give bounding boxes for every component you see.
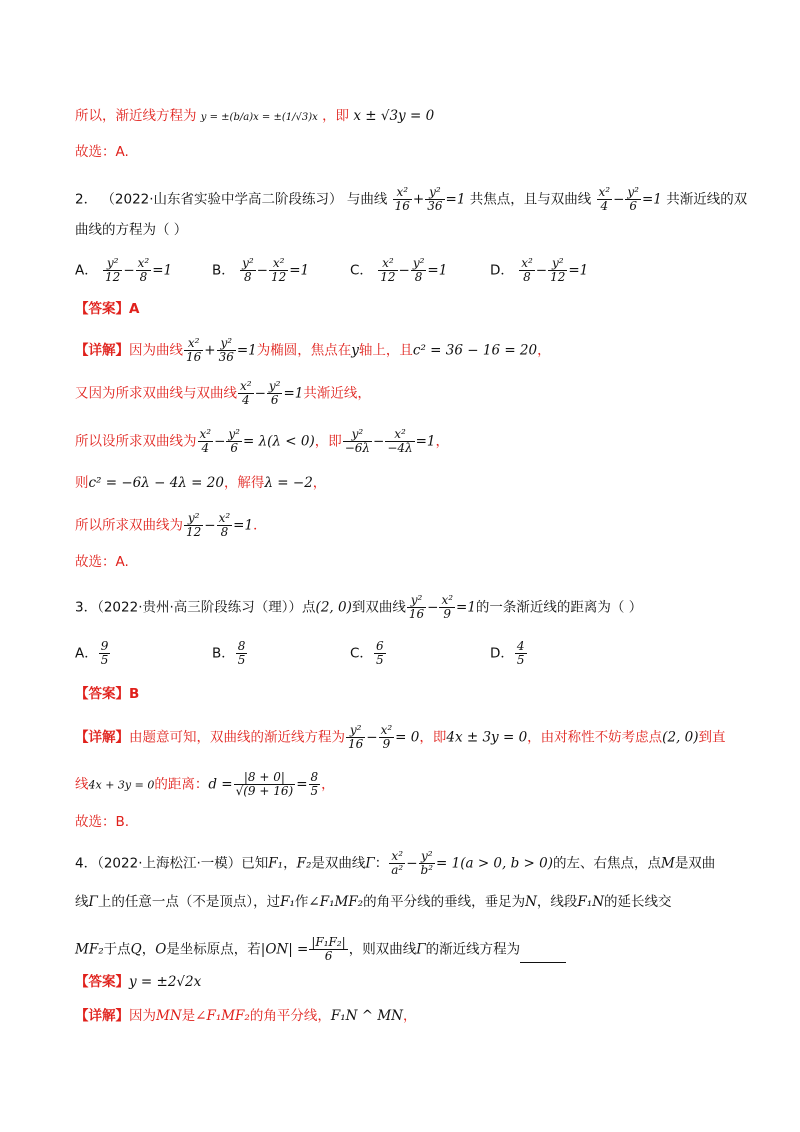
text: 为椭圆，焦点在	[256, 342, 352, 359]
text: 到双曲线	[351, 599, 406, 616]
answer-tag: 【答案】	[75, 686, 129, 702]
math: =	[296, 776, 308, 793]
q2-detail-line5: 所以所求双曲线为 $\frac{\text{y²}}{12}$ − $\frac{\text{x²}}{8}$ =1．	[75, 511, 267, 539]
text: 的角平分线的垂线，垂足为	[363, 894, 526, 910]
text: 是双曲线	[311, 855, 366, 872]
q4-stem-line1: 4．（2022·上海松江·一模）已知F₁，F₂是双曲线Γ： $\frac{\text{x²}}{\text{a²}}$ − $\frac{\text{y²}}{\text{b²}}$ = 1(a > 0, b > 0)的左、右焦点，点M是双曲	[75, 849, 716, 877]
text: ，即	[314, 433, 342, 450]
option-label: A．	[75, 262, 98, 279]
math: Q	[130, 941, 142, 958]
q4-answer	[75, 972, 740, 992]
q4-stem-line3	[75, 936, 740, 963]
math: Γ	[416, 941, 426, 958]
detail-tag: 【详解】	[75, 342, 129, 359]
text: 与曲线	[346, 191, 388, 208]
text: ，由对称性不妨考虑点	[527, 729, 663, 746]
text: ，	[312, 475, 327, 491]
math: |ON| =	[260, 941, 309, 958]
den: 5	[237, 653, 246, 667]
q2-option-c[interactable]: C． $\frac{\text{x²}}{12}$ − $\frac{\text{y²}}{8}$ =1	[350, 256, 448, 284]
text: ，	[537, 342, 551, 359]
text: 共渐近线的双	[666, 191, 748, 208]
fraction: $\frac{\text{x²}}{16}$	[394, 185, 410, 213]
top-choose-line: 故选：A.	[75, 144, 129, 160]
den: √(9 + 16)	[235, 784, 294, 798]
text: 由题意可知，双曲线的渐近线方程为	[129, 729, 345, 746]
q4-number: 4．	[75, 855, 98, 872]
q3-stem: 3．（2022·贵州·高三阶段练习（理））点(2, 0)到双曲线 $\frac{\text{y²}}{16}$ − $\frac{\text{x²}}{9}$ =1的一条渐近线的距离为（ ）	[75, 593, 643, 621]
q2-detail-line1: 【详解】因为曲线 $\frac{\text{x²}}{16}$ + $\frac{\text{y²}}{36}$ =1为椭圆，焦点在y轴上，且c² = 36 − 16 = 20，	[75, 336, 551, 364]
q3-choose: 故选：B.	[75, 814, 130, 830]
text: ，即	[419, 729, 447, 746]
math: = 1(a > 0, b > 0)	[436, 855, 553, 872]
detail-tag: 【详解】	[75, 729, 129, 746]
q3-detail-line2: 线4x + 3y = 0的距离：d = $\frac{|8 + 0|}{√(9 + 16)}$ = $\frac{8}{5}$ ，	[75, 770, 335, 798]
q2-answer	[75, 299, 740, 319]
asymptote-result: x ± √3y = 0	[353, 108, 435, 124]
q2-choose: 故选：A.	[75, 554, 129, 570]
text: 因为曲线	[129, 342, 183, 359]
math: F₂	[296, 855, 312, 872]
q3-source: （2022·贵州·高三阶段练习（理））	[97, 599, 303, 616]
math: ∠F₁MF₂	[195, 1008, 250, 1024]
num: 8	[237, 639, 246, 653]
answer-tag: 【答案】	[75, 974, 129, 990]
text: 是	[181, 1008, 196, 1024]
text: 共焦点，且与双曲线	[469, 191, 592, 208]
math: = λ(λ < 0)	[242, 433, 315, 450]
option-label: D．	[490, 645, 514, 662]
math: 4x ± 3y = 0	[446, 729, 528, 746]
math: F₁N ^ MN	[330, 1008, 403, 1024]
text: 是坐标原点，若	[166, 941, 261, 958]
q3-options	[75, 640, 740, 670]
den: 5	[100, 653, 109, 667]
text: 因为	[129, 1008, 156, 1024]
math: d =	[208, 776, 233, 793]
text: 轴上，且	[358, 342, 413, 359]
fraction: $\frac{\text{y²}}{6}$	[627, 185, 639, 213]
detail-tag: 【详解】	[75, 1008, 129, 1024]
option-label: C．	[350, 645, 373, 662]
math: ∠F₁MF₂	[308, 894, 364, 910]
q2-options	[75, 257, 740, 283]
q2-stem-line1: 2． （2022·山东省实验中学高二阶段练习） 与曲线 $\frac{\text{x²}}{16}$ + $\frac{\text{y²}}{36}$ =1 共焦点，且与双曲线 $\frac{\text{x²}}{4}$ − $\frac{\text{y²}}{6}$ =1 共渐近线的双	[75, 185, 748, 213]
answer-blank[interactable]	[520, 948, 566, 963]
text: 到直	[698, 729, 726, 746]
math: MN	[156, 1008, 182, 1024]
answer-tag: 【答案】	[75, 301, 129, 317]
math: N	[525, 894, 537, 910]
q4-detail-line1	[75, 1006, 740, 1026]
den: 5	[516, 653, 525, 667]
math: F₁N	[577, 894, 605, 910]
text: 所以设所求双曲线为	[75, 433, 197, 450]
text: 线	[75, 776, 89, 793]
option-label: B．	[212, 262, 235, 279]
q2-number: 2．	[75, 191, 98, 208]
text: ．	[253, 517, 267, 534]
text: ，	[141, 941, 156, 958]
answer-value: A	[129, 301, 140, 317]
text: 已知	[241, 855, 269, 872]
q3-answer	[75, 684, 740, 704]
q2-stem-line2: 曲线的方程为（ ）	[75, 222, 188, 238]
q2-detail-line3: 所以设所求双曲线为 $\frac{\text{x²}}{4}$ − $\frac{\text{y²}}{6}$ = λ(λ < 0)，即 $\frac{\text{y²}}{-6\lambda}$ − $\frac{\text{x²}}{-4\lambda}$ =1，	[75, 427, 450, 455]
den: 6	[324, 949, 333, 963]
math: c² = 36 − 16 = 20	[412, 342, 538, 359]
q3-detail-line1: 【详解】由题意可知，双曲线的渐近线方程为 $\frac{\text{y²}}{16}$ − $\frac{\text{x²}}{9}$ = 0，即4x ± 3y = 0，由对称性不妨考虑点(2, 0)到直	[75, 723, 726, 751]
text: 所以所求双曲线为	[75, 517, 183, 534]
text: ，即	[322, 108, 350, 124]
math: Γ	[365, 855, 375, 872]
math: Γ	[88, 894, 98, 910]
num: 6	[375, 639, 384, 653]
math: λ = −2	[264, 475, 313, 491]
fraction: $\frac{\text{y²}}{36}$	[427, 185, 443, 213]
math: MF₂	[75, 941, 104, 958]
text: ，	[283, 855, 297, 872]
text: 的距离：	[154, 776, 209, 793]
q3-option-c[interactable]	[350, 640, 387, 667]
option-label: C．	[350, 262, 373, 279]
option-label: A．	[75, 645, 98, 662]
text: ，	[321, 776, 335, 793]
q3-option-d[interactable]	[490, 640, 528, 667]
text: ：	[374, 855, 389, 872]
text: 则	[75, 475, 89, 491]
answer-value: B	[129, 686, 140, 702]
text: 上的任意一点（不是顶点），过	[97, 894, 281, 910]
text: 又因为所求双曲线与双曲线	[75, 385, 237, 402]
text: ，线段	[536, 894, 578, 910]
math: F₁	[268, 855, 284, 872]
q3-option-a[interactable]	[75, 640, 111, 667]
q2-source: （2022·山东省实验中学高二阶段练习）	[101, 191, 343, 208]
option-label: D．	[490, 262, 514, 279]
num: 9	[100, 639, 109, 653]
q3-option-b[interactable]	[212, 640, 248, 667]
option-label: B．	[212, 645, 235, 662]
text: ，则双曲线	[348, 941, 417, 958]
text: 的角平分线，	[249, 1008, 331, 1024]
num: |F₁F₂|	[311, 935, 346, 949]
text: 的左、右焦点，点	[552, 855, 661, 872]
den: 5	[375, 653, 384, 667]
math: (2, 0)	[662, 729, 699, 746]
num: 4	[516, 639, 525, 653]
text: 所以，渐近线方程为	[75, 108, 197, 124]
fraction: $\frac{\text{x²}}{4}$	[598, 185, 611, 213]
q4-stem-line2	[75, 892, 740, 912]
math: (2, 0)	[315, 599, 352, 616]
text: 作	[294, 894, 309, 910]
top-conclusion-line	[75, 106, 740, 128]
q2-option-a[interactable]: A． $\frac{\text{y²}}{12}$ − $\frac{\text{x²}}{8}$ =1	[75, 256, 173, 284]
text: 的渐近线方程为	[425, 941, 521, 958]
math: M	[660, 855, 675, 872]
asymptote-formula: y = ±(b/a)x = ±(1/√3)x	[200, 112, 318, 123]
text: ，解得	[223, 475, 265, 491]
math: O	[155, 941, 167, 958]
text: ，	[435, 433, 450, 450]
math: F₁	[280, 894, 295, 910]
q3-number: 3．	[75, 599, 98, 616]
text: 的一条渐近线的距离为（ ）	[475, 599, 643, 616]
math: = 0	[395, 729, 420, 746]
text: 的延长线交	[604, 894, 672, 910]
q2-option-b[interactable]: B． $\frac{\text{y²}}{8}$ − $\frac{\text{x²}}{12}$ =1	[212, 256, 310, 284]
q4-source: （2022·上海松江·一模）	[97, 855, 242, 872]
q2-option-d[interactable]: D． $\frac{\text{x²}}{8}$ − $\frac{\text{y²}}{12}$ =1	[490, 256, 589, 284]
text: 于点	[103, 941, 131, 958]
text: 共渐近线，	[303, 385, 371, 402]
q2-detail-line2: 又因为所求双曲线与双曲线 $\frac{\text{x²}}{4}$ − $\frac{\text{y²}}{6}$ =1共渐近线，	[75, 379, 371, 407]
math: c² = −6λ − 4λ = 20	[88, 475, 224, 491]
text: ，	[402, 1008, 417, 1024]
text: 是双曲	[674, 855, 716, 872]
num: |8 + 0|	[234, 771, 296, 785]
q2-detail-line4	[75, 473, 740, 493]
text: 点	[302, 599, 316, 616]
math: 4x + 3y = 0	[88, 778, 155, 792]
math: y	[351, 342, 359, 359]
text: 线	[75, 894, 89, 910]
answer-value: y = ±2√2x	[129, 974, 202, 990]
